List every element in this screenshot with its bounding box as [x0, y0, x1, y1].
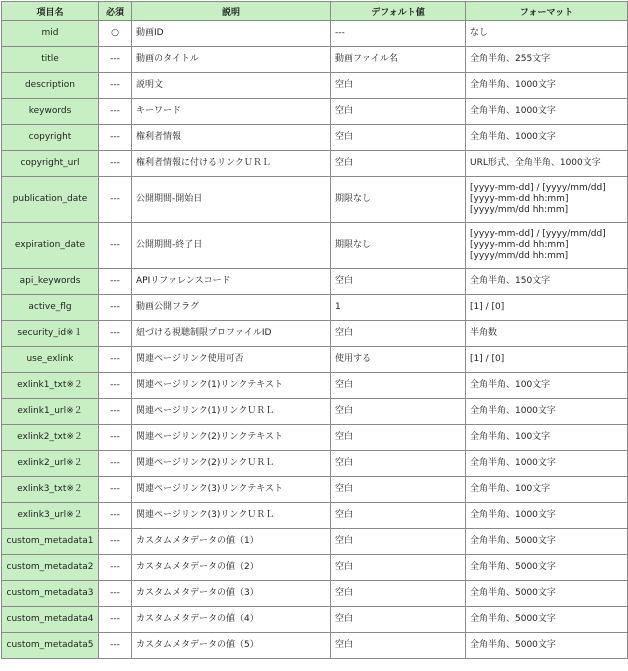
cell-description: APIリファレンスコード: [132, 269, 330, 294]
cell-format: 全角半角、100文字: [466, 373, 627, 398]
cell-format: [yyyy-mm-dd] / [yyyy/mm/dd] [yyyy-mm-dd hh:mm] [yyyy/mm/dd hh:mm]: [466, 177, 627, 222]
cell-field-name: use_exlink: [2, 347, 98, 372]
table-row: [2, 555, 627, 580]
cell-required: ---: [99, 321, 131, 346]
cell-description: 動画公開フラグ: [132, 295, 330, 320]
cell-field-name: custom_metadata5: [2, 633, 98, 658]
cell-default-value: 空白: [331, 151, 465, 176]
cell-default-value: 1: [331, 295, 465, 320]
cell-required: ---: [99, 399, 131, 424]
cell-description: 権利者情報に付けるリンクＵＲＬ: [132, 151, 330, 176]
cell-default-value: 空白: [331, 503, 465, 528]
cell-field-name: exlink3_url※２: [2, 503, 98, 528]
cell-field-name: api_keywords: [2, 269, 98, 294]
cell-default-value: 使用する: [331, 347, 465, 372]
cell-format: 全角半角、1000文字: [466, 99, 627, 124]
cell-format: 全角半角、1000文字: [466, 451, 627, 476]
cell-field-name: security_id※１: [2, 321, 98, 346]
cell-field-name: exlink1_url※２: [2, 399, 98, 424]
table-row: [2, 399, 627, 424]
cell-description: キーワード: [132, 99, 330, 124]
cell-default-value: 空白: [331, 99, 465, 124]
cell-format: 全角半角、1000文字: [466, 73, 627, 98]
cell-field-name: copyright: [2, 125, 98, 150]
cell-required: ---: [99, 47, 131, 72]
cell-description: カスタムメタデータの値（3）: [132, 581, 330, 606]
cell-field-name: description: [2, 73, 98, 98]
cell-field-name: custom_metadata4: [2, 607, 98, 632]
table-row: [2, 223, 627, 268]
cell-required: ---: [99, 529, 131, 554]
cell-default-value: 空白: [331, 125, 465, 150]
cell-required: ---: [99, 607, 131, 632]
header-default-value: デフォルト値: [331, 2, 465, 20]
header-required: 必須: [99, 2, 131, 20]
table-row: [2, 73, 627, 98]
cell-default-value: ---: [331, 21, 465, 46]
cell-format: [yyyy-mm-dd] / [yyyy/mm/dd] [yyyy-mm-dd hh:mm] [yyyy/mm/dd hh:mm]: [466, 223, 627, 268]
table-row: [2, 347, 627, 372]
cell-format: 全角半角、1000文字: [466, 399, 627, 424]
cell-field-name: custom_metadata3: [2, 581, 98, 606]
cell-default-value: 空白: [331, 581, 465, 606]
cell-required: ---: [99, 99, 131, 124]
cell-field-name: exlink2_url※２: [2, 451, 98, 476]
cell-format: なし: [466, 21, 627, 46]
cell-description: 紐づける視聴制限プロファイルID: [132, 321, 330, 346]
cell-format: 全角半角、5000文字: [466, 581, 627, 606]
cell-description: カスタムメタデータの値（1）: [132, 529, 330, 554]
table-row: [2, 451, 627, 476]
cell-format: 全角半角、5000文字: [466, 555, 627, 580]
cell-field-name: exlink1_txt※２: [2, 373, 98, 398]
cell-format: 全角半角、150文字: [466, 269, 627, 294]
header-field-name: 項目名: [2, 2, 98, 20]
cell-field-name: copyright_url: [2, 151, 98, 176]
cell-format: 全角半角、100文字: [466, 425, 627, 450]
cell-description: カスタムメタデータの値（4）: [132, 607, 330, 632]
cell-format: 全角半角、100文字: [466, 477, 627, 502]
header-format: フォーマット: [466, 2, 627, 20]
table-row: [2, 321, 627, 346]
cell-default-value: 空白: [331, 607, 465, 632]
cell-field-name: mid: [2, 21, 98, 46]
cell-format: 全角半角、1000文字: [466, 503, 627, 528]
cell-description: 関連ページリンク(1)リンクテキスト: [132, 373, 330, 398]
cell-required: ---: [99, 151, 131, 176]
cell-default-value: 空白: [331, 373, 465, 398]
cell-description: 関連ページリンク(2)リンクＵＲＬ: [132, 451, 330, 476]
cell-field-name: exlink2_txt※２: [2, 425, 98, 450]
cell-field-name: keywords: [2, 99, 98, 124]
cell-default-value: 空白: [331, 73, 465, 98]
cell-required: ---: [99, 373, 131, 398]
cell-required: ---: [99, 555, 131, 580]
cell-description: 権利者情報: [132, 125, 330, 150]
cell-description: カスタムメタデータの値（5）: [132, 633, 330, 658]
table-row: [2, 633, 627, 658]
table-row: [2, 151, 627, 176]
cell-description: 公開期間-終了日: [132, 223, 330, 268]
table-row: [2, 425, 627, 450]
cell-description: 動画ID: [132, 21, 330, 46]
cell-default-value: 空白: [331, 529, 465, 554]
cell-required: ---: [99, 503, 131, 528]
table-row: [2, 581, 627, 606]
cell-default-value: 空白: [331, 555, 465, 580]
cell-description: 関連ページリンク使用可否: [132, 347, 330, 372]
cell-format: [1] / [0]: [466, 295, 627, 320]
cell-default-value: 空白: [331, 451, 465, 476]
cell-description: 関連ページリンク(3)リンクテキスト: [132, 477, 330, 502]
cell-required: ---: [99, 269, 131, 294]
cell-description: 公開期間-開始日: [132, 177, 330, 222]
cell-description: 動画のタイトル: [132, 47, 330, 72]
table-row: [2, 503, 627, 528]
cell-default-value: 空白: [331, 321, 465, 346]
cell-format: [1] / [0]: [466, 347, 627, 372]
table-row: [2, 295, 627, 320]
cell-default-value: 空白: [331, 399, 465, 424]
cell-field-name: title: [2, 47, 98, 72]
field-spec-table: [1, 1, 628, 659]
cell-format: 全角半角、5000文字: [466, 607, 627, 632]
cell-default-value: 空白: [331, 633, 465, 658]
cell-field-name: expiration_date: [2, 223, 98, 268]
cell-format: 半角数: [466, 321, 627, 346]
cell-required: ---: [99, 73, 131, 98]
table-row: [2, 269, 627, 294]
table-row: [2, 607, 627, 632]
cell-field-name: exlink3_txt※２: [2, 477, 98, 502]
cell-required: ---: [99, 223, 131, 268]
cell-required: ---: [99, 581, 131, 606]
cell-required: ---: [99, 177, 131, 222]
cell-required: ---: [99, 477, 131, 502]
cell-default-value: 期限なし: [331, 223, 465, 268]
cell-required: ---: [99, 295, 131, 320]
table-row: [2, 47, 627, 72]
table-row: [2, 99, 627, 124]
cell-description: 関連ページリンク(1)リンクＵＲＬ: [132, 399, 330, 424]
cell-default-value: 空白: [331, 477, 465, 502]
cell-field-name: active_flg: [2, 295, 98, 320]
table-row: [2, 373, 627, 398]
cell-format: 全角半角、1000文字: [466, 125, 627, 150]
cell-format: 全角半角、5000文字: [466, 529, 627, 554]
header-description: 説明: [132, 2, 330, 20]
table-row: [2, 125, 627, 150]
cell-description: 関連ページリンク(2)リンクテキスト: [132, 425, 330, 450]
cell-default-value: 空白: [331, 269, 465, 294]
cell-required: ---: [99, 425, 131, 450]
header-row: [2, 2, 627, 20]
cell-format: URL形式、全角半角、1000文字: [466, 151, 627, 176]
cell-required: ---: [99, 633, 131, 658]
cell-field-name: custom_metadata2: [2, 555, 98, 580]
table-row: [2, 21, 627, 46]
cell-field-name: custom_metadata1: [2, 529, 98, 554]
table-row: [2, 177, 627, 222]
cell-format: 全角半角、255文字: [466, 47, 627, 72]
cell-default-value: 空白: [331, 425, 465, 450]
cell-required: ○: [99, 21, 131, 46]
cell-description: 説明文: [132, 73, 330, 98]
table-row: [2, 477, 627, 502]
cell-description: 関連ページリンク(3)リンクＵＲＬ: [132, 503, 330, 528]
cell-default-value: 動画ファイル名: [331, 47, 465, 72]
cell-default-value: 期限なし: [331, 177, 465, 222]
cell-description: カスタムメタデータの値（2）: [132, 555, 330, 580]
cell-required: ---: [99, 451, 131, 476]
cell-format: 全角半角、5000文字: [466, 633, 627, 658]
cell-required: ---: [99, 347, 131, 372]
cell-field-name: publication_date: [2, 177, 98, 222]
table-row: [2, 529, 627, 554]
cell-required: ---: [99, 125, 131, 150]
